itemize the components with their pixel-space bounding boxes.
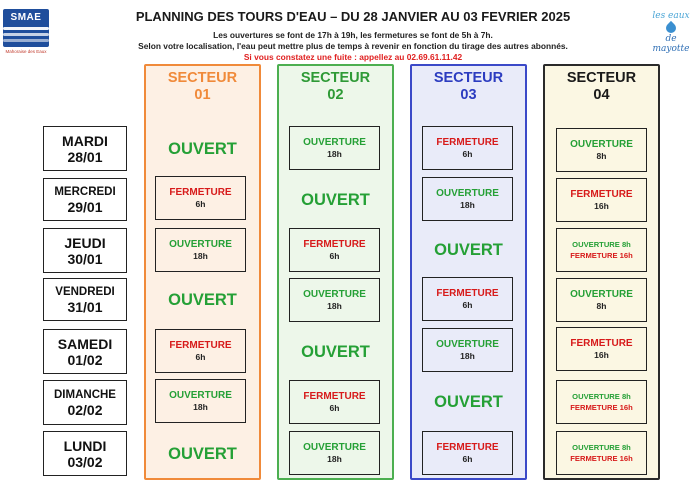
smae-logo-text: SMAE	[10, 12, 42, 23]
sector-04-header: SECTEUR 04	[566, 70, 637, 103]
sector-01-header: SECTEUR 01	[167, 70, 238, 103]
s1-mardi-ouvert: OUVERT	[168, 140, 237, 158]
s2-vendredi-cell: OUVERTURE 18h	[289, 278, 380, 322]
s3-vendredi-cell: FERMETURE 6h	[422, 277, 513, 321]
mayotte-logo-line1: les eaux	[652, 11, 690, 21]
day-label-mercredi: MERCREDI 29/01	[43, 178, 127, 221]
s3-samedi-cell: OUVERTURE 18h	[422, 328, 513, 372]
schedule-hours-note: Les ouvertures se font de 17h à 19h, les fermetures se font de 5h à 7h.	[213, 30, 493, 40]
s4-mercredi-cell: FERMETURE 16h	[556, 178, 647, 222]
s1-samedi-cell: FERMETURE 6h	[155, 329, 246, 373]
s1-lundi-ouvert: OUVERT	[168, 445, 237, 463]
day-label-samedi: SAMEDI 01/02	[43, 329, 127, 374]
s2-mardi-cell: OUVERTURE 18h	[289, 126, 380, 170]
s3-mardi-cell: FERMETURE 6h	[422, 126, 513, 170]
s2-jeudi-cell: FERMETURE 6h	[289, 228, 380, 272]
mayotte-logo-line2: de mayotte	[652, 34, 690, 54]
leak-warning: Si vous constatez une fuite : appellez au 02.69.61.11.42	[243, 52, 463, 62]
s4-samedi-cell: FERMETURE 16h	[556, 327, 647, 371]
s3-lundi-cell: FERMETURE 6h	[422, 431, 513, 475]
s4-mardi-cell: OUVERTURE 8h	[556, 128, 647, 172]
s3-dimanche-ouvert: OUVERT	[434, 393, 503, 411]
delay-note: Selon votre localisation, l'eau peut mettre plus de temps à revenir en fonction du tirage des autres abonnés.	[138, 41, 568, 51]
s1-mercredi-cell: FERMETURE 6h	[155, 176, 246, 220]
s1-jeudi-cell: OUVERTURE 18h	[155, 228, 246, 272]
day-label-jeudi: JEUDI 30/01	[43, 228, 127, 273]
water-drop-icon	[664, 21, 678, 35]
s2-dimanche-cell: FERMETURE 6h	[289, 380, 380, 424]
s2-lundi-cell: OUVERTURE 18h	[289, 431, 380, 475]
s2-mercredi-ouvert: OUVERT	[301, 191, 370, 209]
smae-logo	[3, 9, 49, 54]
s4-jeudi-cell: OUVERTURE 8h FERMETURE 16h	[556, 228, 647, 272]
smae-logo-subtitle: Mahoraise des Eaux	[5, 49, 47, 54]
day-label-lundi: LUNDI 03/02	[43, 431, 127, 476]
eaux-de-mayotte-logo	[648, 12, 694, 54]
sector-02-header: SECTEUR 02	[300, 70, 371, 103]
day-label-vendredi: VENDREDI 31/01	[43, 278, 127, 321]
s4-lundi-cell: OUVERTURE 8h FERMETURE 16h	[556, 431, 647, 475]
s1-dimanche-cell: OUVERTURE 18h	[155, 379, 246, 423]
sector-03-header: SECTEUR 03	[433, 70, 504, 103]
s2-samedi-ouvert: OUVERT	[301, 343, 370, 361]
s1-vendredi-ouvert: OUVERT	[168, 291, 237, 309]
day-label-mardi: MARDI 28/01	[43, 126, 127, 171]
smae-logo-mark	[3, 9, 49, 47]
s3-mercredi-cell: OUVERTURE 18h	[422, 177, 513, 221]
s4-vendredi-cell: OUVERTURE 8h	[556, 278, 647, 322]
s3-jeudi-ouvert: OUVERT	[434, 241, 503, 259]
page-title: PLANNING DES TOURS D'EAU – DU 28 JANVIER AU 03 FEVRIER 2025	[135, 9, 571, 24]
s4-dimanche-cell: OUVERTURE 8h FERMETURE 16h	[556, 380, 647, 424]
day-label-dimanche: DIMANCHE 02/02	[43, 380, 127, 425]
